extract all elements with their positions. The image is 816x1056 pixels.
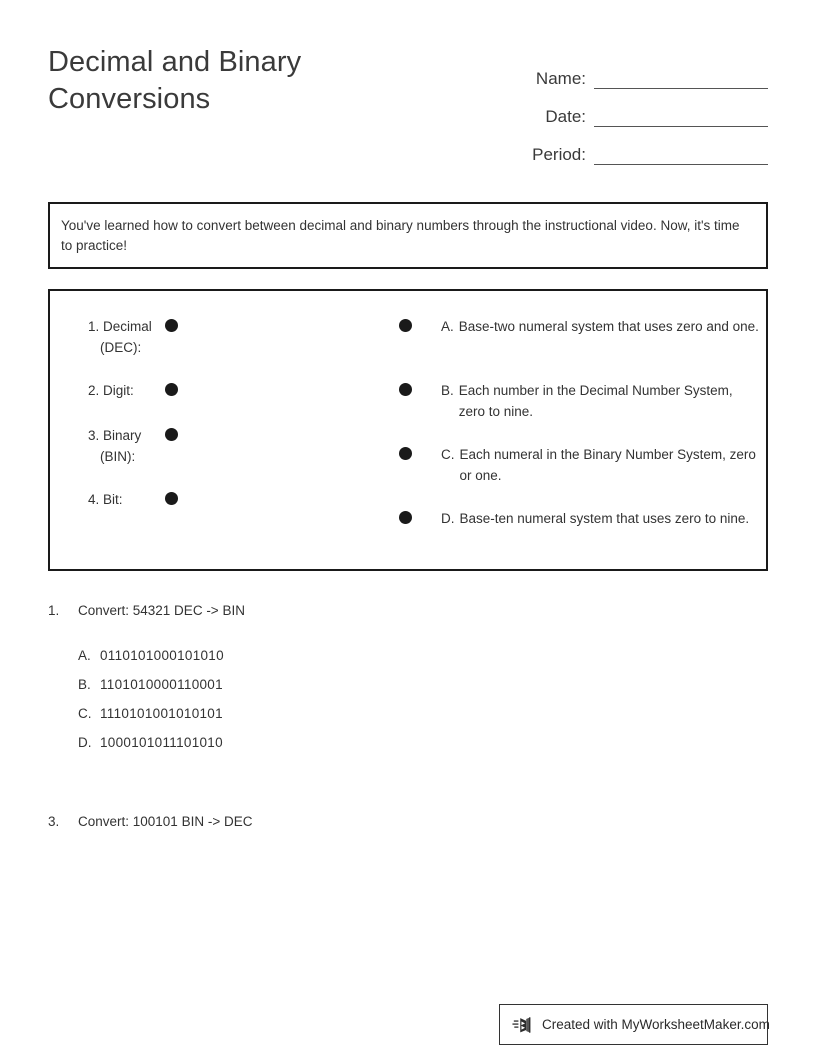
name-field-row [478, 51, 768, 89]
choice-option[interactable] [78, 670, 768, 699]
choice-option[interactable] [78, 699, 768, 728]
matching-term-row[interactable] [69, 316, 178, 358]
name-input-line[interactable] [594, 71, 768, 89]
page-title-line-1: Decimal and Binary [48, 46, 302, 78]
name-field-label: Name: [535, 69, 586, 88]
matching-term-number: 1. [88, 319, 100, 334]
choice-letter: B. [78, 677, 91, 692]
matching-term-row[interactable] [69, 425, 178, 467]
matching-term-dot-icon[interactable] [165, 319, 178, 332]
matching-definition-dot-wrap [390, 508, 441, 524]
matching-definition-letter: D. [441, 511, 455, 526]
footer-attribution-badge[interactable] [499, 1004, 768, 1045]
matching-definition-letter: B. [441, 383, 454, 398]
matching-term-dot-icon[interactable] [165, 428, 178, 441]
matching-definition-letter: A. [441, 319, 454, 334]
matching-term-text: Binary [103, 428, 142, 443]
date-field-row [478, 89, 768, 127]
matching-term-dot-icon[interactable] [165, 383, 178, 396]
student-info-fields [478, 51, 768, 165]
matching-term-text: Bit: [103, 492, 123, 507]
matching-definition-row[interactable] [390, 444, 770, 486]
date-field-label: Date: [545, 107, 586, 126]
matching-definition-body: Base-two numeral system that uses zero and one. [458, 319, 759, 334]
matching-terms-column [50, 291, 398, 569]
instruction-text: You've learned how to convert between decimal and binary numbers through the instructional video. Now, it's time to practice! [61, 218, 740, 253]
matching-term-label [69, 380, 165, 401]
matching-term-continuation: (DEC): [100, 340, 142, 355]
page-title [48, 44, 448, 118]
question-item [48, 600, 768, 757]
matching-definition-dot-wrap [390, 380, 441, 396]
matching-definition-body: Each number in the Decimal Number System, zero to nine. [458, 383, 733, 419]
choice-text: 1101010000110001 [100, 677, 223, 692]
choice-text: 1110101001010101 [100, 706, 223, 721]
choice-letter: C. [78, 706, 92, 721]
matching-definition-text [441, 316, 759, 337]
matching-definitions-column [390, 291, 770, 569]
matching-term-label [69, 425, 165, 467]
question-number: 1. [48, 603, 60, 618]
matching-term-text: Digit: [103, 383, 134, 398]
choice-letter: A. [78, 648, 91, 663]
question-prompt: Convert: 54321 DEC -> BIN [78, 603, 245, 618]
matching-term-label [69, 316, 165, 358]
matching-term-continuation: (BIN): [100, 449, 136, 464]
matching-exercise-box [48, 289, 768, 571]
matching-definition-body: Base-ten numeral system that uses zero to nine. [459, 511, 750, 526]
matching-term-number: 4. [88, 492, 100, 507]
matching-definition-text [441, 444, 759, 486]
choice-option[interactable] [78, 641, 768, 670]
matching-definition-dot-icon[interactable] [399, 319, 412, 332]
footer-attribution-text: Created with MyWorksheetMaker.com [542, 1016, 770, 1032]
question-choices [48, 641, 768, 757]
choice-text: 1000101011101010 [100, 735, 223, 750]
matching-term-dot-icon[interactable] [165, 492, 178, 505]
period-field-label: Period: [532, 145, 586, 164]
matching-definition-letter: C. [441, 447, 455, 462]
choice-option[interactable] [78, 728, 768, 757]
choice-letter: D. [78, 735, 92, 750]
question-heading [48, 811, 768, 832]
page-title-line-2: Conversions [48, 83, 211, 115]
instruction-box [48, 202, 768, 269]
choice-text: 0110101000101010 [100, 648, 224, 663]
question-item [48, 811, 768, 832]
date-input-line[interactable] [594, 109, 768, 127]
matching-definition-row[interactable] [390, 316, 770, 337]
matching-definition-dot-icon[interactable] [399, 511, 412, 524]
matching-definition-text [441, 508, 759, 529]
questions-section [48, 600, 768, 832]
period-field-row [478, 127, 768, 165]
matching-term-label [69, 489, 165, 510]
period-input-line[interactable] [594, 147, 768, 165]
matching-term-number: 3. [88, 428, 100, 443]
page-header [48, 44, 768, 164]
matching-definition-body: Each numeral in the Binary Number System, zero or one. [459, 447, 756, 483]
matching-term-text: Decimal [103, 319, 152, 334]
matching-definition-text [441, 380, 759, 422]
matching-definition-dot-wrap [390, 316, 441, 332]
matching-definition-dot-icon[interactable] [399, 383, 412, 396]
question-heading [48, 600, 768, 621]
matching-term-number: 2. [88, 383, 100, 398]
worksheet-maker-logo-icon [512, 1014, 534, 1036]
matching-term-row[interactable] [69, 489, 178, 510]
matching-definition-dot-icon[interactable] [399, 447, 412, 460]
matching-term-row[interactable] [69, 380, 178, 401]
matching-definition-row[interactable] [390, 508, 770, 529]
question-number: 3. [48, 814, 60, 829]
matching-definition-dot-wrap [390, 444, 441, 460]
matching-definition-row[interactable] [390, 380, 770, 422]
question-prompt: Convert: 100101 BIN -> DEC [78, 814, 253, 829]
